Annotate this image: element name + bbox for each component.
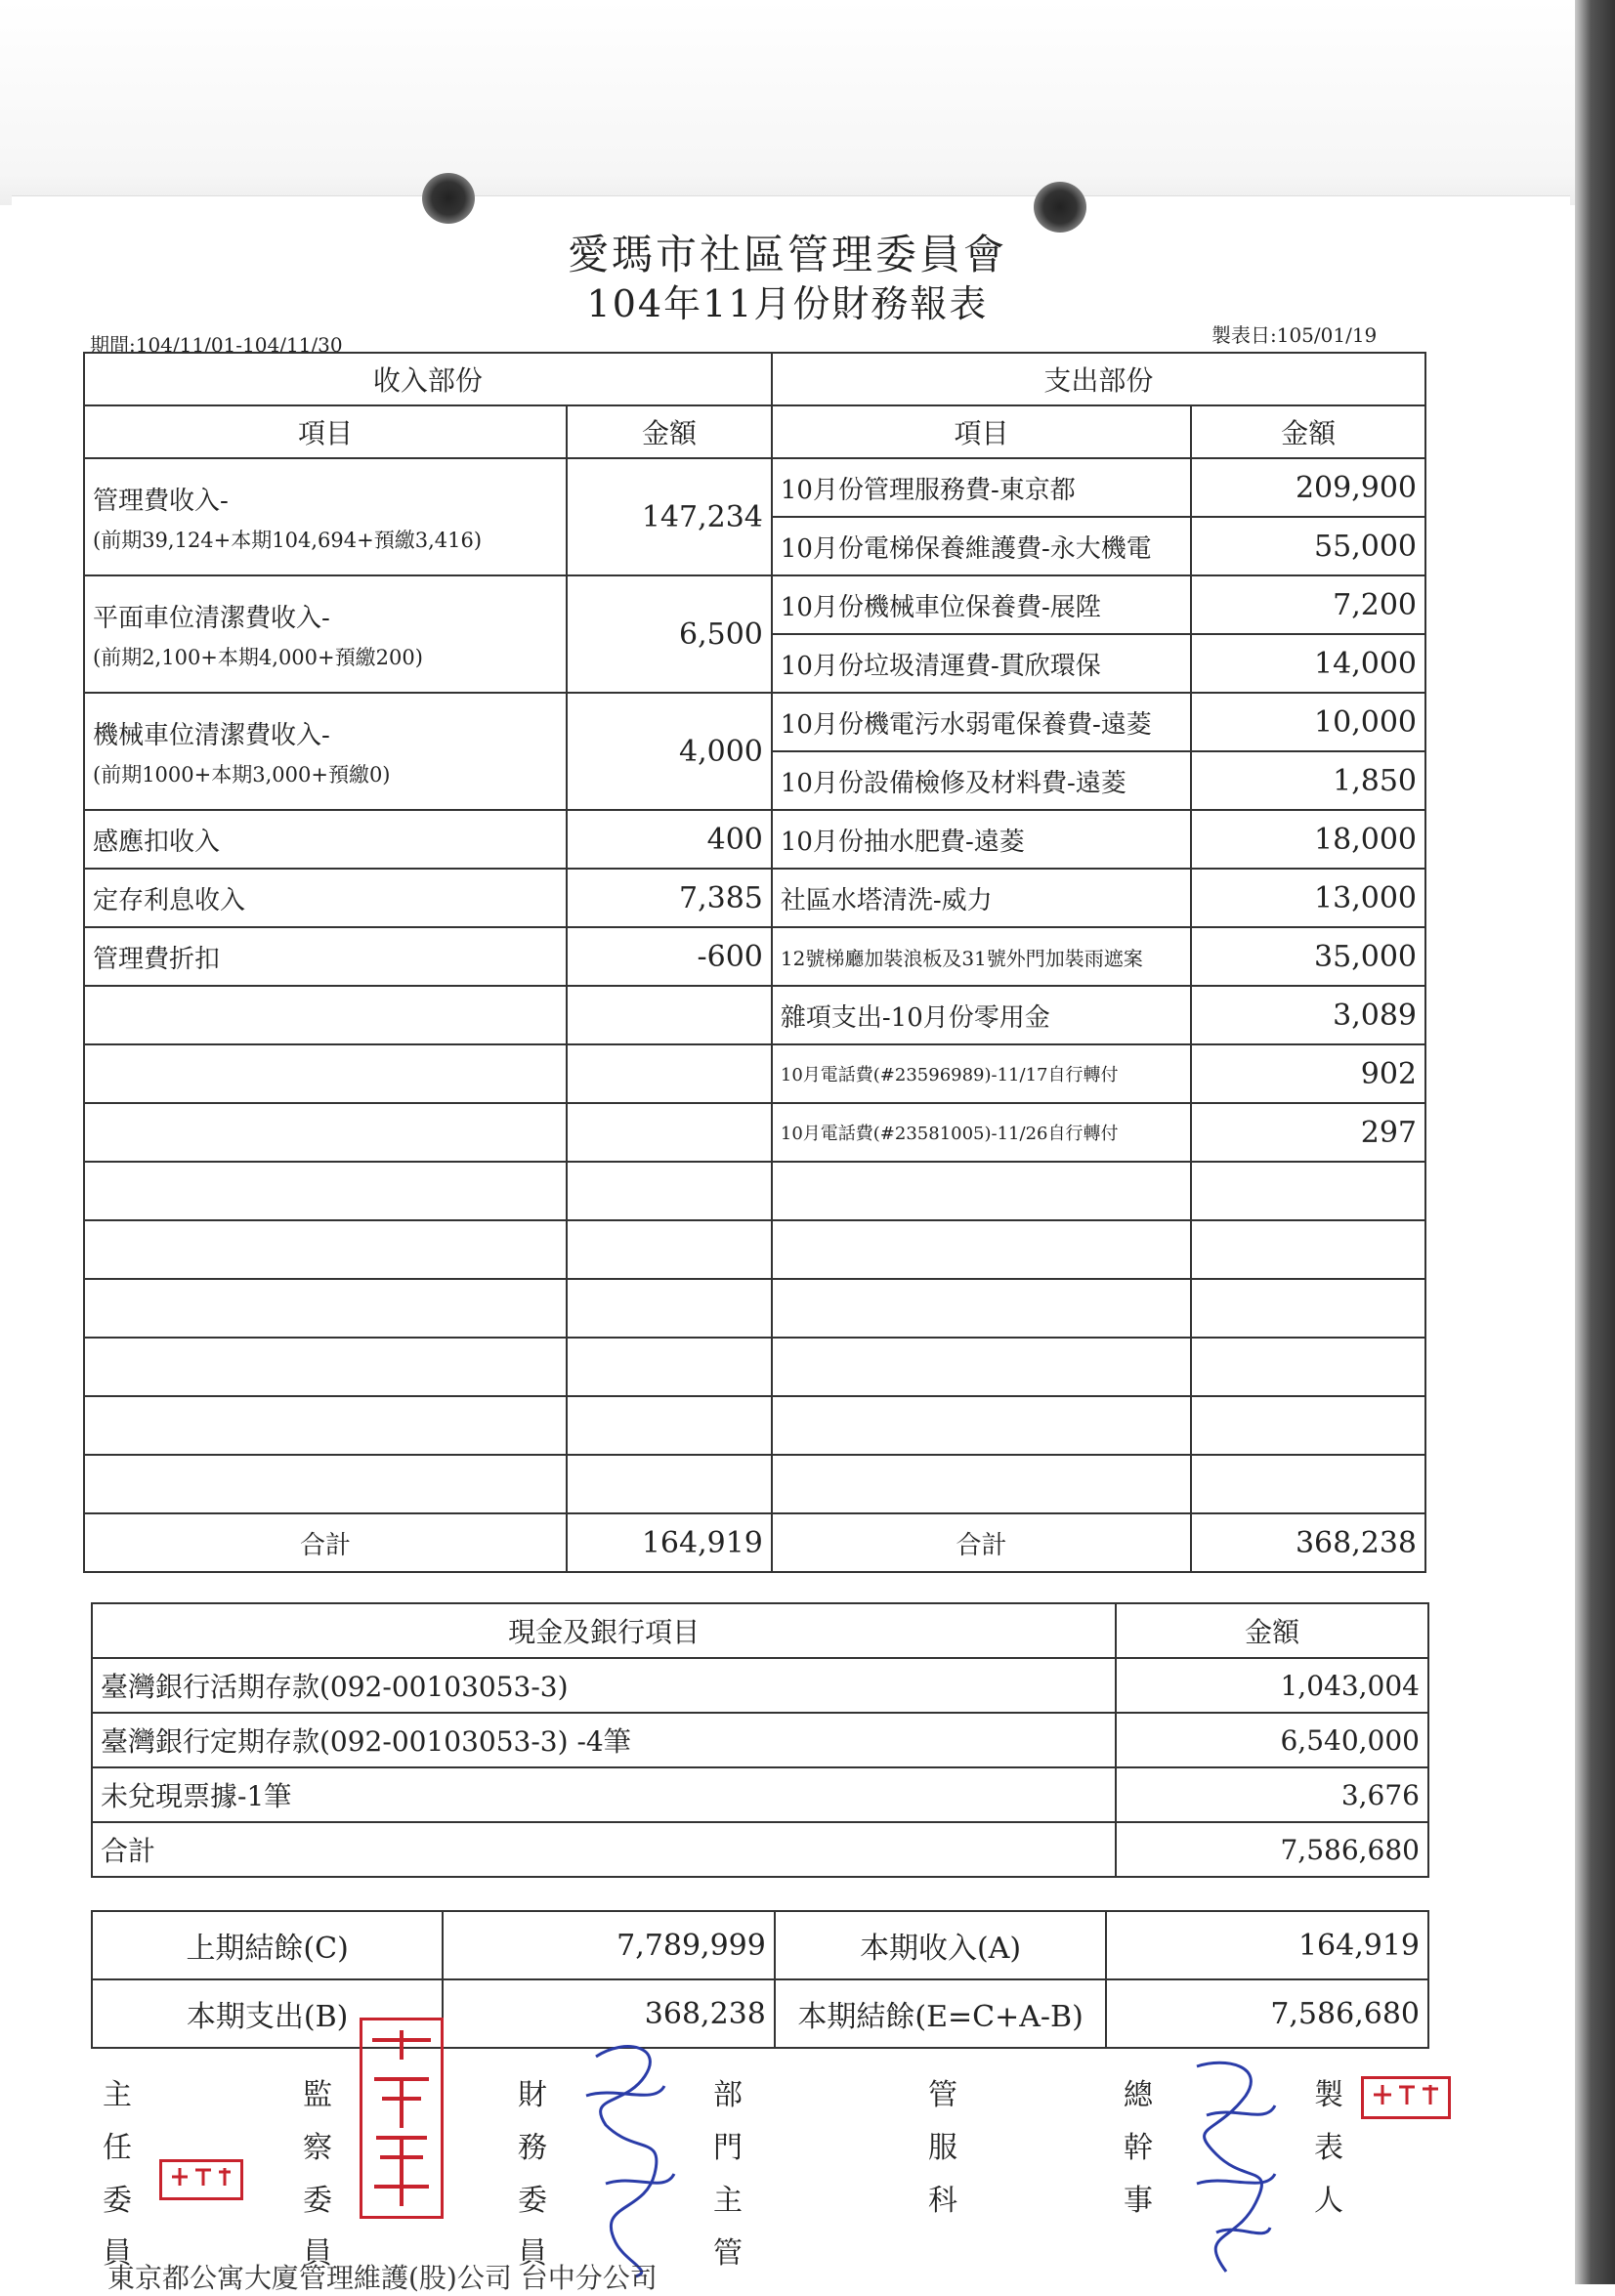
- period-balance-label: 本期結餘(E=C+A-B): [775, 1979, 1107, 2048]
- scan-edge: [1575, 0, 1615, 2284]
- balance-summary-table: [91, 1910, 1429, 2049]
- expense-header: 支出部份: [772, 353, 1425, 405]
- period-expense: 368,238: [443, 1979, 775, 2048]
- cash-item: 臺灣銀行活期存款(092-00103053-3): [92, 1658, 1116, 1713]
- cash-total-label: 合計: [92, 1822, 1116, 1877]
- supervisor-seal-icon: [362, 2020, 441, 2216]
- cash-col-amount: 金額: [1116, 1603, 1428, 1658]
- sig-preparer: 製表人: [1314, 2078, 1343, 2218]
- income-amount: 4,000: [567, 693, 772, 810]
- empty-cell: [84, 1162, 567, 1220]
- expense-total-label: 合計: [772, 1513, 1191, 1572]
- empty-cell: [772, 1338, 1191, 1396]
- income-item: 感應扣收入: [84, 810, 567, 869]
- empty-cell: [1191, 1396, 1425, 1455]
- income-total-label: 合計: [84, 1513, 567, 1572]
- expense-amount: 55,000: [1191, 517, 1425, 575]
- expense-item: 10月份機電污水弱電保養費-遠菱: [772, 693, 1191, 751]
- income-amount: 7,385: [567, 869, 772, 927]
- empty-cell: [84, 1103, 567, 1162]
- empty-cell: [84, 1044, 567, 1103]
- expense-item: 10月份機械車位保養費-展陞: [772, 575, 1191, 634]
- empty-cell: [1191, 1220, 1425, 1279]
- report-title: 104年11月份財務報表: [586, 282, 989, 325]
- expense-item: 12號梯廳加裝浪板及31號外門加裝雨遮案: [772, 927, 1191, 986]
- expense-col-item: 項目: [772, 405, 1191, 458]
- empty-cell: [772, 1162, 1191, 1220]
- made-date: 製表日:105/01/19: [1211, 323, 1378, 347]
- expense-amount: 297: [1191, 1103, 1425, 1162]
- expense-amount: 902: [1191, 1044, 1425, 1103]
- chair-seal-icon: [168, 2164, 234, 2190]
- income-amount: -600: [567, 927, 772, 986]
- empty-cell: [1191, 1455, 1425, 1513]
- empty-cell: [772, 1220, 1191, 1279]
- expense-item: 10月份設備檢修及材料費-遠菱: [772, 751, 1191, 810]
- expense-total: 368,238: [1191, 1513, 1425, 1572]
- income-total: 164,919: [567, 1513, 772, 1572]
- cash-item: 臺灣銀行定期存款(092-00103053-3) -4筆: [92, 1713, 1116, 1767]
- income-amount: 147,234: [567, 458, 772, 575]
- empty-cell: [84, 1396, 567, 1455]
- income-item: 平面車位清潔費收入- (前期2,100+本期4,000+預繳200): [84, 575, 567, 693]
- supervisor-seal-stamp: [360, 2018, 444, 2219]
- income-item: 定存利息收入: [84, 869, 567, 927]
- income-expense-table: [83, 352, 1426, 1573]
- expense-item: 10月份垃圾清運費-貫欣環保: [772, 634, 1191, 693]
- cash-amount: 3,676: [1116, 1767, 1428, 1822]
- finance-signature-icon: [567, 2037, 684, 2281]
- sig-service: 管服科: [928, 2078, 957, 2218]
- cash-amount: 6,540,000: [1116, 1713, 1428, 1767]
- expense-amount: 1,850: [1191, 751, 1425, 810]
- empty-cell: [1191, 1279, 1425, 1338]
- income-col-item: 項目: [84, 405, 567, 458]
- sig-chair: 主任委員: [103, 2078, 132, 2271]
- expense-col-amount: 金額: [1191, 405, 1425, 458]
- sig-dept: 部門主管: [713, 2078, 743, 2271]
- prev-balance-label: 上期結餘(C): [92, 1911, 443, 1979]
- income-item: 機械車位清潔費收入- (前期1000+本期3,000+預繳0): [84, 693, 567, 810]
- expense-amount: 35,000: [1191, 927, 1425, 986]
- income-amount: 400: [567, 810, 772, 869]
- empty-cell: [84, 986, 567, 1044]
- empty-cell: [567, 1162, 772, 1220]
- cash-header: 現金及銀行項目: [92, 1603, 1116, 1658]
- empty-cell: [567, 1220, 772, 1279]
- empty-cell: [567, 986, 772, 1044]
- expense-item: 社區水塔清洗-威力: [772, 869, 1191, 927]
- empty-cell: [84, 1279, 567, 1338]
- org-title: 愛瑪市社區管理委員會: [567, 231, 1007, 278]
- period-income-label: 本期收入(A): [775, 1911, 1107, 1979]
- expense-item: 10月電話費(#23581005)-11/26自行轉付: [772, 1103, 1191, 1162]
- period-balance: 7,586,680: [1106, 1979, 1428, 2048]
- empty-cell: [567, 1279, 772, 1338]
- expense-amount: 13,000: [1191, 869, 1425, 927]
- report-period: 期間:104/11/01-104/11/30: [90, 333, 343, 357]
- prev-balance: 7,789,999: [443, 1911, 775, 1979]
- sig-finance: 財務委員: [518, 2078, 547, 2271]
- expense-item: 10月份抽水肥費-遠菱: [772, 810, 1191, 869]
- empty-cell: [84, 1338, 567, 1396]
- chair-seal-stamp: [159, 2159, 243, 2200]
- empty-cell: [567, 1396, 772, 1455]
- income-col-amount: 金額: [567, 405, 772, 458]
- cash-total: 7,586,680: [1116, 1822, 1428, 1877]
- preparer-seal-stamp: [1361, 2076, 1451, 2119]
- gm-signature-icon: [1177, 2047, 1285, 2281]
- empty-cell: [1191, 1338, 1425, 1396]
- punch-hole-left: [422, 173, 475, 224]
- expense-item: 10月份電梯保養維護費-永大機電: [772, 517, 1191, 575]
- empty-cell: [772, 1455, 1191, 1513]
- sig-supervisor: 監察委員: [303, 2078, 332, 2271]
- expense-amount: 7,200: [1191, 575, 1425, 634]
- company-footer: 東京都公寓大廈管理維護(股)公司 台中分公司: [107, 2262, 658, 2294]
- expense-amount: 10,000: [1191, 693, 1425, 751]
- income-item: 管理費折扣: [84, 927, 567, 986]
- income-header: 收入部份: [84, 353, 772, 405]
- expense-amount: 209,900: [1191, 458, 1425, 517]
- empty-cell: [567, 1103, 772, 1162]
- preparer-seal-icon: [1370, 2081, 1442, 2108]
- empty-cell: [84, 1220, 567, 1279]
- expense-amount: 3,089: [1191, 986, 1425, 1044]
- period-expense-label: 本期支出(B): [92, 1979, 443, 2048]
- empty-cell: [772, 1279, 1191, 1338]
- income-item: 管理費收入- (前期39,124+本期104,694+預繳3,416): [84, 458, 567, 575]
- expense-amount: 14,000: [1191, 634, 1425, 693]
- cash-bank-table: [91, 1602, 1429, 1878]
- expense-amount: 18,000: [1191, 810, 1425, 869]
- empty-cell: [567, 1455, 772, 1513]
- empty-cell: [1191, 1162, 1425, 1220]
- cash-item: 未兌現票據-1筆: [92, 1767, 1116, 1822]
- sig-gm: 總幹事: [1124, 2078, 1153, 2218]
- expense-item: 10月份管理服務費-東京都: [772, 458, 1191, 517]
- income-amount: 6,500: [567, 575, 772, 693]
- empty-cell: [84, 1455, 567, 1513]
- period-income: 164,919: [1106, 1911, 1428, 1979]
- cash-amount: 1,043,004: [1116, 1658, 1428, 1713]
- empty-cell: [772, 1396, 1191, 1455]
- empty-cell: [567, 1338, 772, 1396]
- paper-top-fold: [0, 0, 1575, 205]
- expense-item: 雜項支出-10月份零用金: [772, 986, 1191, 1044]
- empty-cell: [567, 1044, 772, 1103]
- expense-item: 10月電話費(#23596989)-11/17自行轉付: [772, 1044, 1191, 1103]
